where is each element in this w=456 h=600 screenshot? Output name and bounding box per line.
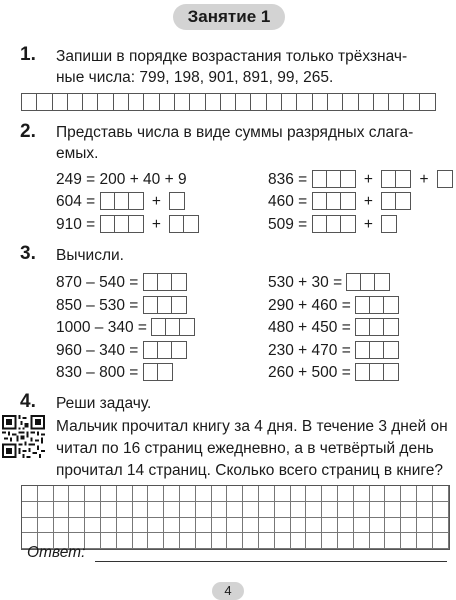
grid-cell[interactable] bbox=[83, 94, 98, 110]
grid-cell[interactable] bbox=[144, 94, 159, 110]
grid-cell[interactable] bbox=[180, 502, 196, 518]
grid-cell[interactable] bbox=[433, 486, 449, 502]
plus-sign: + bbox=[363, 171, 373, 188]
grid-cell[interactable] bbox=[370, 502, 386, 518]
grid-cell[interactable] bbox=[190, 94, 205, 110]
qr-code-icon[interactable] bbox=[2, 415, 45, 458]
grid-cell[interactable] bbox=[180, 486, 196, 502]
task2-item bbox=[268, 215, 397, 234]
grid-cell[interactable] bbox=[22, 502, 38, 518]
task3-expression: 850 – 530 = bbox=[56, 297, 139, 314]
grid-cell[interactable] bbox=[54, 486, 70, 502]
answer-boxes[interactable] bbox=[312, 170, 356, 188]
grid-cell[interactable] bbox=[243, 533, 259, 549]
grid-cell[interactable] bbox=[37, 94, 52, 110]
grid-cell[interactable] bbox=[164, 533, 180, 549]
task3-item bbox=[268, 296, 399, 315]
grid-cell[interactable] bbox=[85, 486, 101, 502]
answer-boxes[interactable] bbox=[169, 215, 199, 233]
task3-item bbox=[268, 341, 399, 360]
task4-line3: прочитал 14 страниц. Сколько всего страниц в книге? bbox=[56, 462, 443, 479]
grid-cell[interactable] bbox=[433, 518, 449, 534]
grid-cell[interactable] bbox=[275, 518, 291, 534]
task4-line2: читал по 16 страниц ежедневно, а в четвёртый день bbox=[56, 440, 434, 457]
plus-sign: + bbox=[151, 193, 161, 210]
grid-cell[interactable] bbox=[212, 502, 228, 518]
grid-cell[interactable] bbox=[343, 94, 358, 110]
task2-expression: 604 = bbox=[56, 193, 96, 210]
grid-cell[interactable] bbox=[401, 502, 417, 518]
task3-expression: 1000 – 340 = bbox=[56, 319, 147, 336]
grid-cell[interactable] bbox=[117, 502, 133, 518]
grid-cell[interactable] bbox=[417, 502, 433, 518]
grid-cell[interactable] bbox=[236, 94, 251, 110]
grid-cell[interactable] bbox=[259, 502, 275, 518]
grid-cell[interactable] bbox=[385, 486, 401, 502]
grid-cell[interactable] bbox=[54, 502, 70, 518]
grid-cell[interactable] bbox=[370, 486, 386, 502]
grid-cell[interactable] bbox=[243, 518, 259, 534]
task3-number: 3. bbox=[20, 243, 36, 264]
grid-cell[interactable] bbox=[196, 518, 212, 534]
grid-cell[interactable] bbox=[433, 502, 449, 518]
grid-cell[interactable] bbox=[180, 533, 196, 549]
grid-cell[interactable] bbox=[212, 533, 228, 549]
grid-cell[interactable] bbox=[164, 518, 180, 534]
grid-cell[interactable] bbox=[117, 486, 133, 502]
grid-cell[interactable] bbox=[306, 502, 322, 518]
task3-item bbox=[56, 273, 187, 292]
grid-cell[interactable] bbox=[129, 94, 144, 110]
grid-cell[interactable] bbox=[53, 94, 68, 110]
grid-cell[interactable] bbox=[117, 518, 133, 534]
grid-cell[interactable] bbox=[38, 502, 54, 518]
grid-cell[interactable] bbox=[291, 533, 307, 549]
task3-item bbox=[56, 341, 187, 360]
grid-cell[interactable] bbox=[404, 94, 419, 110]
grid-cell[interactable] bbox=[148, 486, 164, 502]
task3-expression: 960 – 340 = bbox=[56, 342, 139, 359]
grid-cell[interactable] bbox=[98, 94, 113, 110]
answer-boxes[interactable] bbox=[312, 192, 356, 210]
grid-cell[interactable] bbox=[117, 533, 133, 549]
grid-cell[interactable] bbox=[196, 502, 212, 518]
task2-item bbox=[268, 170, 453, 189]
grid-cell[interactable] bbox=[338, 502, 354, 518]
solution-grid[interactable] bbox=[21, 485, 450, 550]
grid-cell[interactable] bbox=[114, 94, 129, 110]
grid-cell[interactable] bbox=[227, 486, 243, 502]
task4-title: Реши задачу. bbox=[56, 395, 152, 412]
grid-cell[interactable] bbox=[354, 533, 370, 549]
grid-cell[interactable] bbox=[374, 94, 389, 110]
answer-boxes[interactable] bbox=[169, 192, 185, 210]
task3-item bbox=[268, 318, 399, 337]
grid-cell[interactable] bbox=[354, 518, 370, 534]
grid-cell[interactable] bbox=[306, 486, 322, 502]
grid-cell[interactable] bbox=[389, 94, 404, 110]
answer-boxes[interactable] bbox=[143, 296, 187, 314]
task3-expression: 830 – 800 = bbox=[56, 364, 139, 381]
grid-cell[interactable] bbox=[338, 486, 354, 502]
grid-cell[interactable] bbox=[259, 486, 275, 502]
task3-expression: 530 + 30 = bbox=[268, 274, 343, 291]
grid-cell[interactable] bbox=[420, 94, 435, 110]
grid-cell[interactable] bbox=[433, 533, 449, 549]
grid-cell[interactable] bbox=[370, 518, 386, 534]
grid-cell[interactable] bbox=[322, 502, 338, 518]
grid-cell[interactable] bbox=[297, 94, 312, 110]
task3-expression: 480 + 450 = bbox=[268, 319, 351, 336]
plus-sign: + bbox=[151, 216, 161, 233]
answer-boxes[interactable] bbox=[355, 296, 399, 314]
grid-cell[interactable] bbox=[69, 502, 85, 518]
grid-cell[interactable] bbox=[22, 94, 37, 110]
grid-cell[interactable] bbox=[227, 502, 243, 518]
task2-example: 249 = 200 + 40 + 9 bbox=[56, 171, 187, 188]
answer-boxes[interactable] bbox=[143, 273, 187, 291]
grid-cell[interactable] bbox=[322, 486, 338, 502]
grid-cell[interactable] bbox=[133, 518, 149, 534]
grid-cell[interactable] bbox=[385, 533, 401, 549]
plus-sign: + bbox=[419, 171, 429, 188]
grid-cell[interactable] bbox=[259, 518, 275, 534]
grid-cell[interactable] bbox=[328, 94, 343, 110]
answer-boxes[interactable] bbox=[437, 170, 453, 188]
grid-cell[interactable] bbox=[22, 486, 38, 502]
grid-cell[interactable] bbox=[275, 486, 291, 502]
grid-cell[interactable] bbox=[282, 94, 297, 110]
grid-cell[interactable] bbox=[101, 518, 117, 534]
grid-cell[interactable] bbox=[38, 518, 54, 534]
grid-cell[interactable] bbox=[401, 533, 417, 549]
task3-expression: 260 + 500 = bbox=[268, 364, 351, 381]
answer-boxes[interactable] bbox=[100, 192, 144, 210]
answer-line[interactable] bbox=[95, 561, 447, 562]
answer-boxes[interactable] bbox=[143, 363, 173, 381]
grid-cell[interactable] bbox=[212, 518, 228, 534]
grid-cell[interactable] bbox=[417, 518, 433, 534]
task2-line2: емых. bbox=[56, 145, 99, 162]
grid-cell[interactable] bbox=[291, 486, 307, 502]
task3-item bbox=[268, 273, 390, 292]
task3-title: Вычисли. bbox=[56, 247, 124, 264]
task3-item bbox=[56, 296, 187, 315]
grid-cell[interactable] bbox=[101, 533, 117, 549]
grid-cell[interactable] bbox=[133, 486, 149, 502]
grid-cell[interactable] bbox=[401, 486, 417, 502]
grid-cell[interactable] bbox=[85, 502, 101, 518]
answer-boxes[interactable] bbox=[381, 215, 397, 233]
grid-cell[interactable] bbox=[101, 502, 117, 518]
grid-cell[interactable] bbox=[206, 94, 221, 110]
task3-item bbox=[268, 363, 399, 382]
grid-cell[interactable] bbox=[69, 486, 85, 502]
grid-cell[interactable] bbox=[359, 94, 374, 110]
grid-cell[interactable] bbox=[417, 486, 433, 502]
grid-cell[interactable] bbox=[164, 502, 180, 518]
grid-cell[interactable] bbox=[85, 518, 101, 534]
answer-boxes[interactable] bbox=[143, 341, 187, 359]
answer-boxes[interactable] bbox=[355, 363, 399, 381]
grid-cell[interactable] bbox=[401, 518, 417, 534]
grid-cell[interactable] bbox=[338, 518, 354, 534]
task1-answer-row[interactable] bbox=[21, 93, 436, 111]
grid-cell[interactable] bbox=[354, 502, 370, 518]
answer-boxes[interactable] bbox=[355, 341, 399, 359]
grid-cell[interactable] bbox=[291, 502, 307, 518]
grid-cell[interactable] bbox=[54, 518, 70, 534]
task1-line1: Запиши в порядке возрастания только трёхзнач- bbox=[56, 48, 408, 65]
grid-cell[interactable] bbox=[175, 94, 190, 110]
task2-expression: 460 = bbox=[268, 193, 308, 210]
answer-label: Ответ: bbox=[27, 544, 86, 561]
task2-line1: Представь числа в виде суммы разрядных слага- bbox=[56, 124, 414, 141]
grid-cell[interactable] bbox=[306, 533, 322, 549]
task3-expression: 870 – 540 = bbox=[56, 274, 139, 291]
grid-cell[interactable] bbox=[196, 533, 212, 549]
grid-cell[interactable] bbox=[133, 533, 149, 549]
answer-boxes[interactable] bbox=[312, 215, 356, 233]
answer-boxes[interactable] bbox=[381, 192, 411, 210]
grid-cell[interactable] bbox=[221, 94, 236, 110]
grid-cell[interactable] bbox=[385, 502, 401, 518]
task2-expression: 910 = bbox=[56, 216, 96, 233]
grid-cell[interactable] bbox=[370, 533, 386, 549]
grid-cell[interactable] bbox=[69, 518, 85, 534]
task1-line2: ные числа: 799, 198, 901, 891, 99, 265. bbox=[56, 69, 334, 86]
task1-number: 1. bbox=[20, 44, 36, 65]
grid-cell[interactable] bbox=[148, 533, 164, 549]
task2-number: 2. bbox=[20, 121, 36, 142]
grid-cell[interactable] bbox=[313, 94, 328, 110]
task4-line1: Мальчик прочитал книгу за 4 дня. В течение 3 дней он bbox=[56, 418, 448, 435]
grid-cell[interactable] bbox=[243, 502, 259, 518]
grid-cell[interactable] bbox=[243, 486, 259, 502]
grid-cell[interactable] bbox=[148, 502, 164, 518]
grid-cell[interactable] bbox=[322, 533, 338, 549]
answer-boxes[interactable] bbox=[100, 215, 144, 233]
task2-expression: 836 = bbox=[268, 171, 308, 188]
grid-cell[interactable] bbox=[38, 486, 54, 502]
grid-cell[interactable] bbox=[251, 94, 266, 110]
grid-cell[interactable] bbox=[227, 518, 243, 534]
grid-cell[interactable] bbox=[85, 533, 101, 549]
answer-boxes[interactable] bbox=[355, 318, 399, 336]
grid-cell[interactable] bbox=[101, 486, 117, 502]
grid-cell[interactable] bbox=[180, 518, 196, 534]
task2-item bbox=[56, 215, 199, 234]
task3-expression: 290 + 460 = bbox=[268, 297, 351, 314]
task3-item bbox=[56, 318, 195, 337]
task3-expression: 230 + 470 = bbox=[268, 342, 351, 359]
plus-sign: + bbox=[363, 193, 373, 210]
task4-number: 4. bbox=[20, 391, 36, 412]
grid-cell[interactable] bbox=[68, 94, 83, 110]
grid-cell[interactable] bbox=[322, 518, 338, 534]
page-number: 4 bbox=[212, 582, 244, 600]
grid-cell[interactable] bbox=[160, 94, 175, 110]
grid-cell[interactable] bbox=[267, 94, 282, 110]
answer-boxes[interactable] bbox=[346, 273, 390, 291]
grid-cell[interactable] bbox=[148, 518, 164, 534]
grid-cell[interactable] bbox=[227, 533, 243, 549]
answer-boxes[interactable] bbox=[381, 170, 411, 188]
plus-sign: + bbox=[363, 216, 373, 233]
grid-cell[interactable] bbox=[291, 518, 307, 534]
answer-boxes[interactable] bbox=[151, 318, 195, 336]
task2-item bbox=[56, 192, 185, 211]
grid-cell[interactable] bbox=[385, 518, 401, 534]
grid-cell[interactable] bbox=[354, 486, 370, 502]
grid-cell[interactable] bbox=[196, 486, 212, 502]
grid-cell[interactable] bbox=[306, 518, 322, 534]
grid-cell[interactable] bbox=[417, 533, 433, 549]
grid-cell[interactable] bbox=[275, 533, 291, 549]
grid-cell[interactable] bbox=[259, 533, 275, 549]
task2-expression: 509 = bbox=[268, 216, 308, 233]
grid-cell[interactable] bbox=[338, 533, 354, 549]
grid-cell[interactable] bbox=[275, 502, 291, 518]
grid-cell[interactable] bbox=[164, 486, 180, 502]
grid-cell[interactable] bbox=[212, 486, 228, 502]
grid-cell[interactable] bbox=[133, 502, 149, 518]
lesson-title: Занятие 1 bbox=[173, 4, 285, 30]
grid-cell[interactable] bbox=[22, 518, 38, 534]
task3-item bbox=[56, 363, 173, 382]
task2-item bbox=[268, 192, 411, 211]
